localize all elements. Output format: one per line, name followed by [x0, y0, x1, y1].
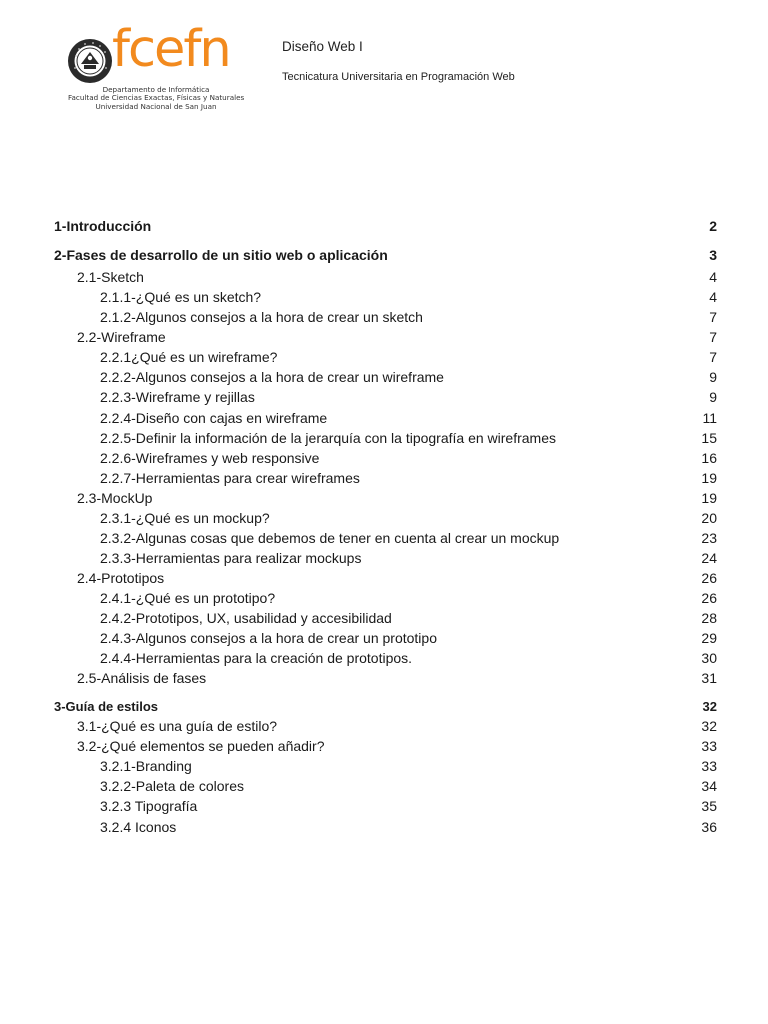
toc-entry-label: 2.2.4-Diseño con cajas en wireframe — [100, 410, 328, 426]
toc-entry-label: 2.4.2-Prototipos, UX, usabilidad y accesibilidad — [100, 610, 392, 626]
toc-entry-page: 19 — [701, 470, 717, 486]
toc-entry-page: 7 — [709, 309, 717, 325]
toc-entry-label: 2.1.2-Algunos consejos a la hora de crear un sketch — [100, 309, 423, 325]
toc-entry-page: 26 — [701, 590, 717, 606]
toc-entry-page: 31 — [701, 670, 717, 686]
toc-entry[interactable] — [54, 307, 717, 327]
toc-entry-label: 3.2.2-Paleta de colores — [100, 778, 244, 794]
toc-entry[interactable] — [54, 796, 717, 816]
toc-entry-label: 3.1-¿Qué es una guía de estilo? — [77, 718, 278, 734]
toc-entry-label: 2.3.3-Herramientas para realizar mockups — [100, 550, 362, 566]
toc-entry-page: 3 — [709, 247, 717, 263]
toc-entry-page: 33 — [701, 758, 717, 774]
toc-entry[interactable] — [54, 776, 717, 796]
toc-entry-label: 3.2.4 Iconos — [100, 819, 177, 835]
toc-entry-label: 1-Introducción — [54, 218, 152, 234]
toc-entry-page: 7 — [709, 329, 717, 345]
toc-entry-page: 11 — [702, 410, 717, 426]
toc-entry-page: 9 — [709, 389, 717, 405]
toc-entry-label: 2.1-Sketch — [77, 269, 144, 285]
toc-entry[interactable] — [54, 408, 717, 428]
toc-entry-page: 2 — [709, 218, 717, 234]
toc-entry[interactable] — [54, 508, 717, 528]
toc-entry[interactable] — [54, 628, 717, 648]
toc-entry-page: 32 — [702, 698, 717, 714]
toc-entry-label: 2.4-Prototipos — [77, 570, 165, 586]
toc-entry-label: 2.2.2-Algunos consejos a la hora de crear un wireframe — [100, 369, 444, 385]
toc-entry-label: 2-Fases de desarrollo de un sitio web o aplicación — [54, 247, 388, 263]
toc-entry[interactable] — [54, 568, 717, 588]
toc-entry-page: 20 — [701, 510, 717, 526]
toc-entry-label: 3.2.3 Tipografía — [100, 798, 198, 814]
toc-entry-page: 36 — [701, 819, 717, 835]
toc-entry-page: 29 — [701, 630, 717, 646]
toc-entry-label: 2.2.1¿Qué es un wireframe? — [100, 349, 278, 365]
toc-entry[interactable] — [54, 216, 717, 236]
toc-entry-page: 19 — [701, 490, 717, 506]
toc-entry[interactable] — [54, 367, 717, 387]
toc-entry-label: 3.2-¿Qué elementos se pueden añadir? — [77, 738, 325, 754]
toc-entry-page: 28 — [701, 610, 717, 626]
toc-entry-page: 33 — [701, 738, 717, 754]
document-subtitle: Tecnicatura Universitaria en Programación Web — [282, 71, 515, 83]
toc-entry-page: 9 — [709, 369, 717, 385]
toc-entry-label: 2.3-MockUp — [77, 490, 153, 506]
toc-entry[interactable] — [54, 736, 717, 756]
toc-entry-page: 34 — [701, 778, 717, 794]
toc-entry-page: 30 — [701, 650, 717, 666]
toc-entry-page: 7 — [709, 349, 717, 365]
toc-entry[interactable] — [54, 468, 717, 488]
toc-entry[interactable] — [54, 387, 717, 407]
toc-entry[interactable] — [54, 448, 717, 468]
toc-entry-label: 2.2.7-Herramientas para crear wireframes — [100, 470, 360, 486]
toc-entry[interactable] — [54, 267, 717, 287]
toc-entry[interactable] — [54, 428, 717, 448]
toc-entry[interactable] — [54, 756, 717, 776]
toc-entry-label: 2.4.3-Algunos consejos a la hora de crear un prototipo — [100, 630, 437, 646]
toc-entry-label: 2.2-Wireframe — [77, 329, 166, 345]
toc-entry[interactable] — [54, 817, 717, 837]
toc-entry-label: 2.3.1-¿Qué es un mockup? — [100, 510, 270, 526]
toc-entry-label: 2.2.6-Wireframes y web responsive — [100, 450, 320, 466]
toc-entry-page: 35 — [701, 798, 717, 814]
toc-entry[interactable] — [54, 327, 717, 347]
logo-wordmark: fcefn — [112, 20, 230, 79]
toc-entry[interactable] — [54, 347, 717, 367]
toc-entry-label: 2.1.1-¿Qué es un sketch? — [100, 289, 262, 305]
logo-dept-line: Facultad de Ciencias Exactas, Físicas y Naturales — [68, 93, 245, 103]
toc-entry-label: 2.2.5-Definir la información de la jerarquía con la tipografía en wireframes — [100, 430, 557, 446]
toc-entry-page: 32 — [701, 718, 717, 734]
toc-entry[interactable] — [54, 696, 717, 716]
toc-entry-page: 23 — [701, 530, 717, 546]
toc-entry[interactable] — [54, 648, 717, 668]
toc-entry[interactable] — [54, 588, 717, 608]
toc-entry-label: 2.5-Análisis de fases — [77, 670, 207, 686]
toc-entry[interactable] — [54, 548, 717, 568]
toc-entry-label: 2.2.3-Wireframe y rejillas — [100, 389, 255, 405]
document-title: Diseño Web I — [282, 39, 363, 54]
logo-dept-line: Universidad Nacional de San Juan — [95, 101, 217, 111]
toc-entry[interactable] — [54, 528, 717, 548]
toc-entry-page: 4 — [709, 269, 717, 285]
toc-entry-label: 3-Guía de estilos — [54, 698, 159, 714]
toc-entry[interactable] — [54, 488, 717, 508]
toc-entry-page: 24 — [701, 550, 717, 566]
toc-entry[interactable] — [54, 608, 717, 628]
toc-entry-page: 4 — [709, 289, 717, 305]
toc-entry-label: 2.4.4-Herramientas para la creación de prototipos. — [100, 650, 413, 666]
toc-entry-page: 26 — [701, 570, 717, 586]
toc-entry[interactable] — [54, 668, 717, 688]
toc-entry-page: 16 — [701, 450, 717, 466]
toc-entry[interactable] — [54, 287, 717, 307]
toc-entry-label: 2.3.2-Algunas cosas que debemos de tener en cuenta al crear un mockup — [100, 530, 560, 546]
toc-entry[interactable] — [54, 716, 717, 736]
logo-dept-line: Departamento de Informática — [102, 85, 210, 94]
toc-entry-label: 2.4.1-¿Qué es un prototipo? — [100, 590, 276, 606]
toc-entry-page: 15 — [701, 430, 717, 446]
toc-entry[interactable] — [54, 245, 717, 265]
toc-entry-label: 3.2.1-Branding — [100, 758, 192, 774]
